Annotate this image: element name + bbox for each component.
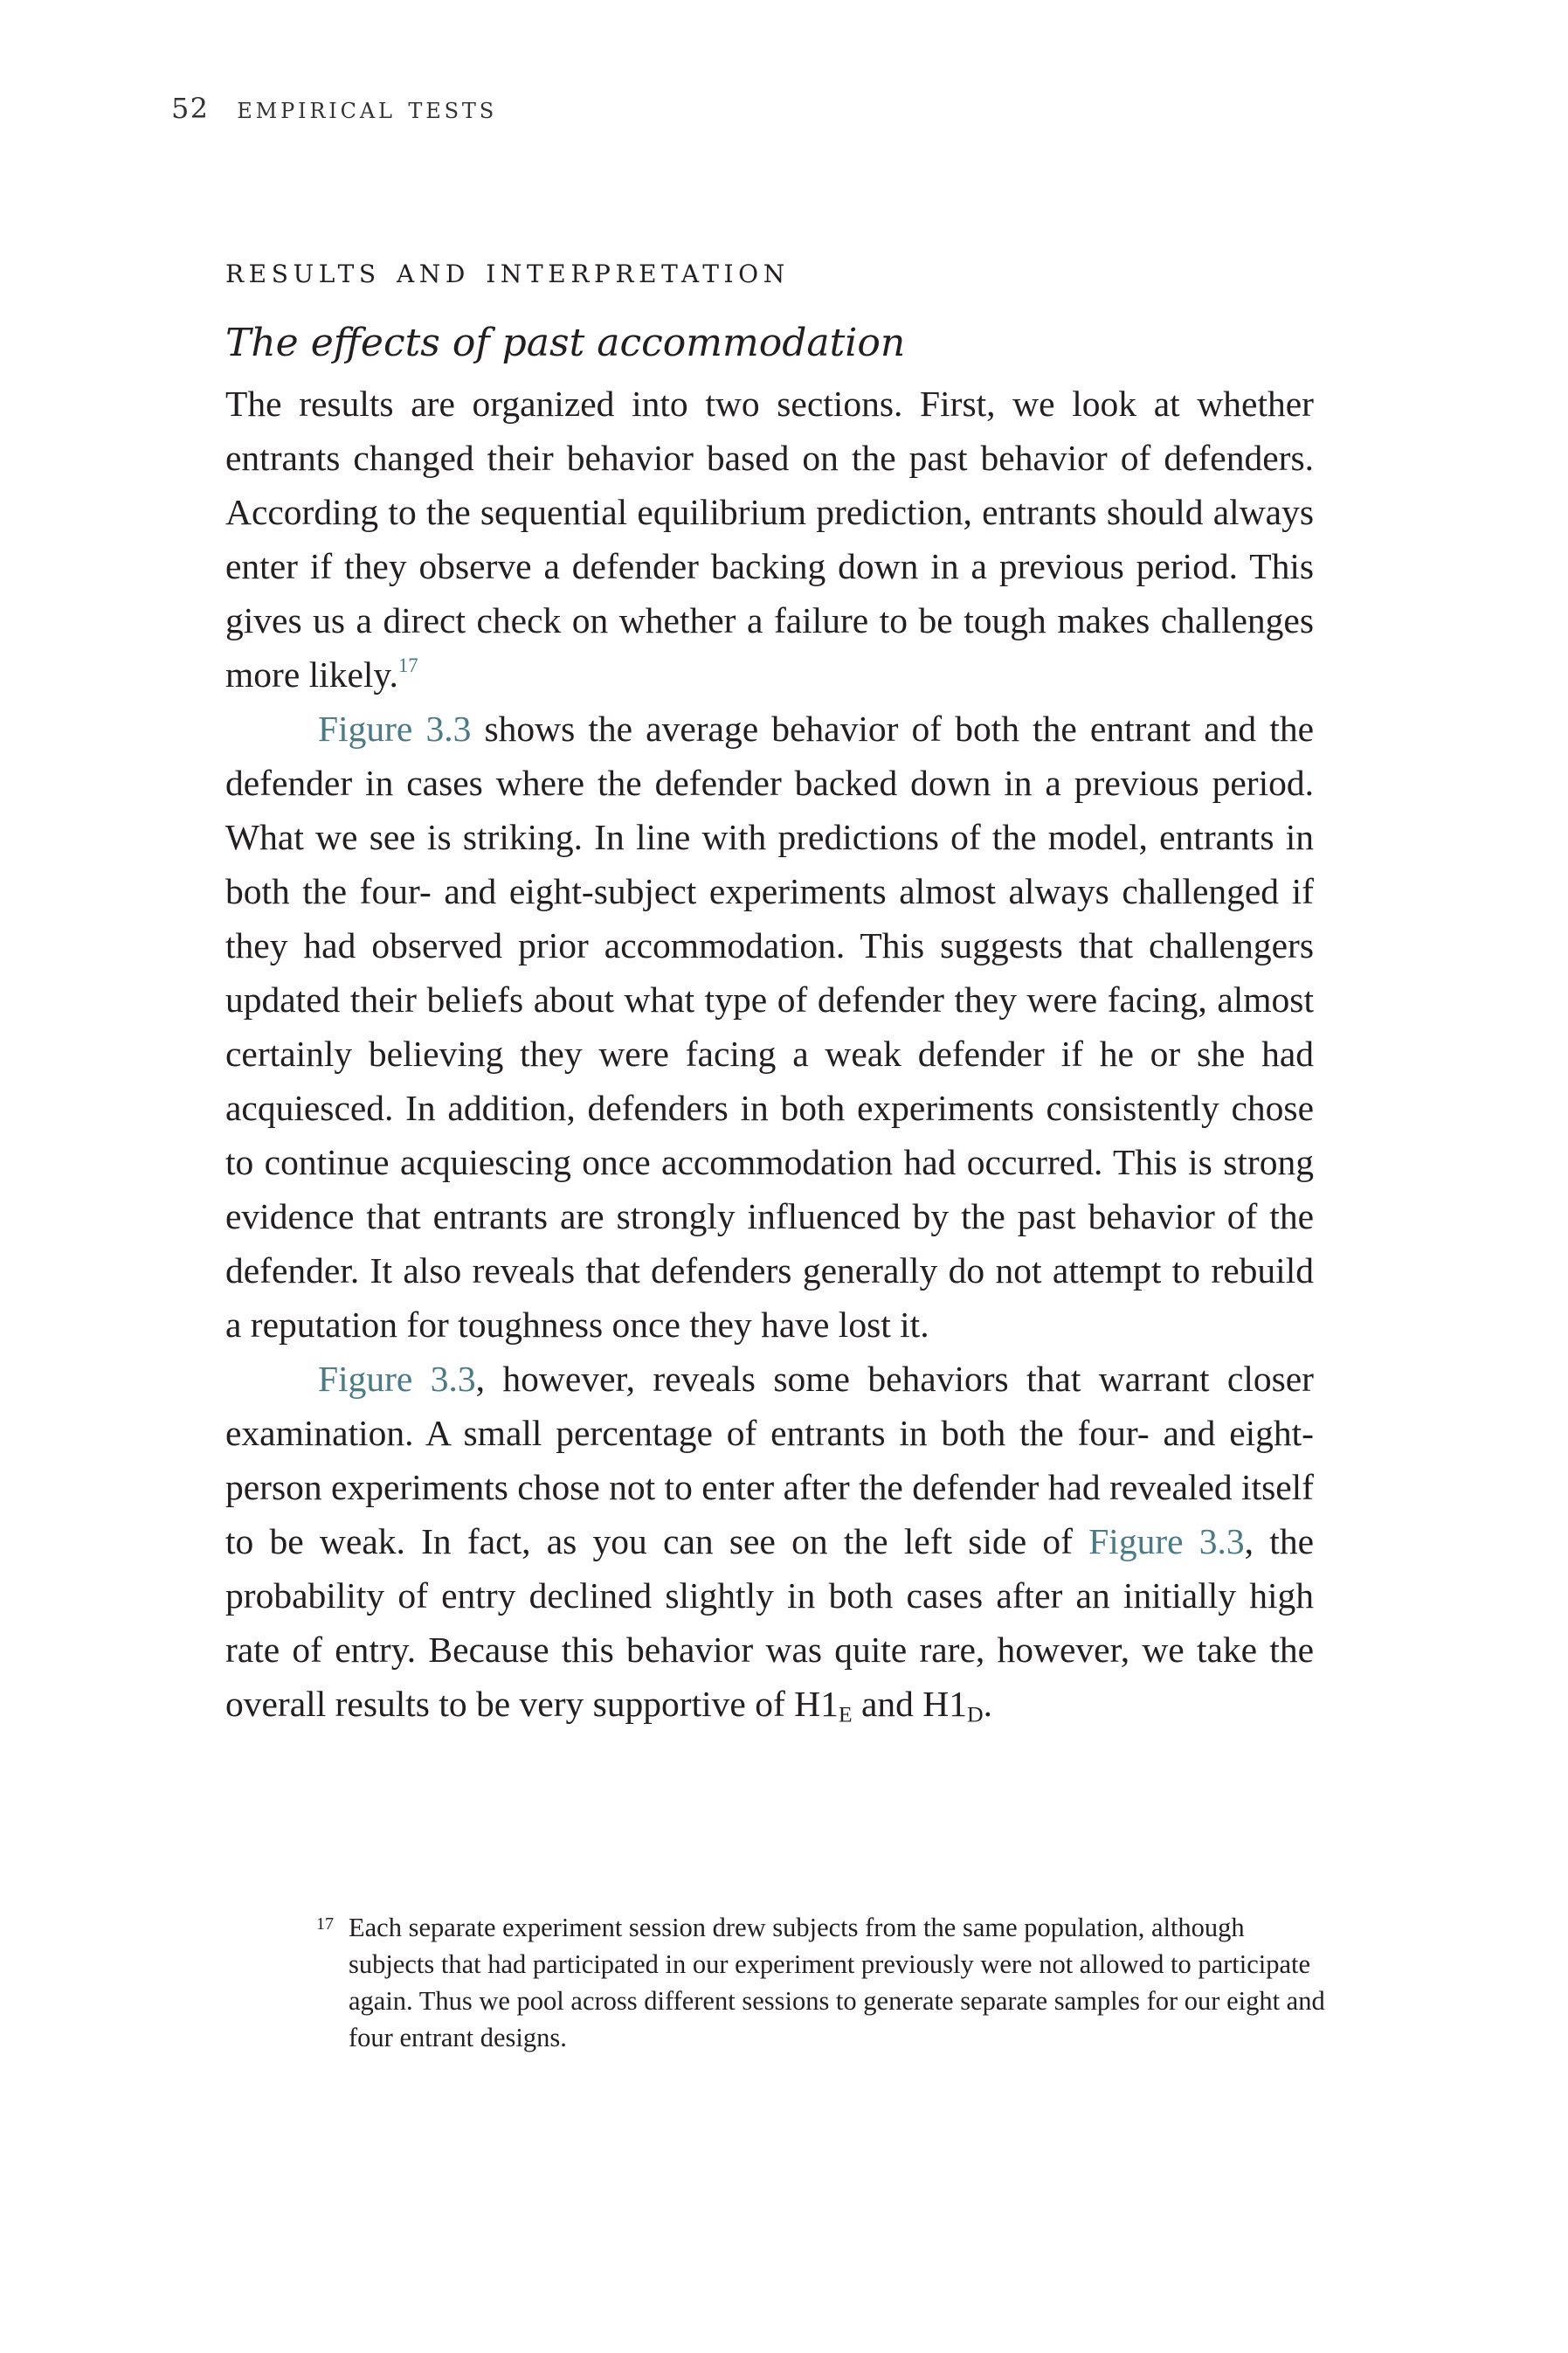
running-head-title: empirical tests — [237, 91, 498, 126]
hypothesis-label: H1 — [794, 1684, 839, 1724]
paragraph-1 — [225, 377, 1314, 702]
paragraph-1-text: The results are organized into two sections. First, we look at whether entrants changed their behavior based on the past behavior of defenders. According to the sequential equilibrium prediction, entrants should always enter if they observe a defender backing down in a previous period. This gives us a direct check on whether a failure to be tough makes challenges more likely. — [225, 384, 1314, 695]
figure-link[interactable]: Figure 3.3 — [318, 1359, 476, 1399]
paragraph-3 — [225, 1352, 1314, 1731]
paragraph-3-text: . — [983, 1684, 992, 1724]
paragraph-2-text: shows the average behavior of both the entrant and the defender in cases where the defender backed down in a previous period. What we see is striking. In line with predictions of the model, entrants in both the four- and eight-subject experiments almost always challenged if they had observed prior accommodation. This suggests that challengers updated their beliefs about what type of defender they were facing, almost certainly believing they were facing a weak defender if he or she had acquiesced. In addition, defenders in both experiments consistently chose to continue acquiescing once accommodation had occurred. This is strong evidence that entrants are strongly influenced by the past behavior of the defender. It also reveals that defenders generally do not attempt to rebuild a reputation for toughness once they have lost it. — [225, 709, 1314, 1345]
footnote-text: Each separate experiment session drew subjects from the same population, although subjects that had participated in our experiment previously were not allowed to participate again. Thus we pool across different sessions to generate separate samples for our eight and four entrant designs. — [349, 1913, 1325, 2052]
body-text — [225, 377, 1314, 1731]
hypothesis-label: H1 — [922, 1684, 968, 1724]
footnote — [318, 1909, 1327, 2056]
paragraph-3-text: and — [852, 1684, 923, 1724]
hypothesis-subscript: E — [838, 1701, 853, 1727]
running-head — [171, 91, 497, 126]
footnote-reference[interactable]: 17 — [397, 654, 418, 676]
subsection-heading: The effects of past accommodation — [225, 321, 906, 365]
page-number: 52 — [171, 92, 210, 125]
hypothesis-subscript: D — [967, 1701, 984, 1727]
figure-link[interactable]: Figure 3.3 — [318, 709, 472, 749]
footnote-number: 17 — [316, 1914, 334, 1934]
figure-link[interactable]: Figure 3.3 — [1088, 1521, 1245, 1561]
section-heading: results and interpretation — [225, 251, 790, 291]
paragraph-3-text: , however, reveals some behaviors that warrant closer examination. A small percentage of entrants in both the four- and eight-person experiments chose not to enter after the defender had revealed itself to be weak. In fact, as you can see on the left side of — [225, 1359, 1314, 1561]
paragraph-2 — [225, 702, 1314, 1352]
paragraph-3-text: , the probability of entry declined slightly in both cases after an initially high rate of entry. Because this behavior was quite rare, however, we take the overall results to be very supportive of — [225, 1521, 1314, 1724]
